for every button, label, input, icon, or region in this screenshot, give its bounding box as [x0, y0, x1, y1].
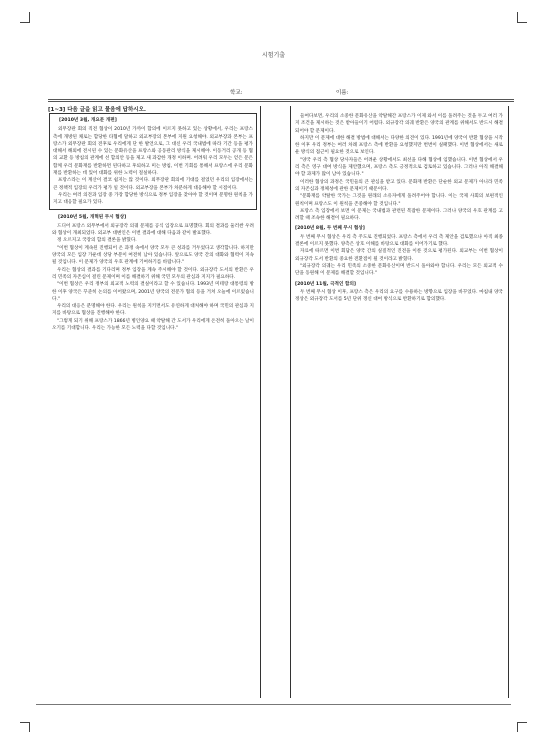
paragraph: 외무장관 회의 직전 협상이 2010년 가까이 합의에 이르지 못하고 있는 상황에서, 우리는 프랑스 측에 개방된 채로는 합당한 타협에 달하고 외교부장의 본부에 지원 요청해야. 외교부장과 본부는 프랑스가 외무장관 회의 전후로 우리에게 단 한 발언으로, 그 대신 우리 국내법에 따라 기간 등을 평가 대해서 해외에 전시된 수 있는 문화유산을 프랑스와 공동관리 방식을 제시해야. 이동거리 공개 등 협의 교환 등 방침의 관계에 선 합의안 등을 제고 새 과감한 개정 이하며. 어려워 우리 모두는 얻은 문은 함께 우리 문화재를 반환하면 된다하고 후퇴하고 미는 방침, 이번 기회를 통해서 프랑스에 우리 문화재를 반환하는 데 있어 대화를 위한 노력이 절실하다. [53, 127, 253, 177]
page-title: 시험기출 [261, 52, 286, 59]
paragraph: 두 번째 무시 협상 이후, 프랑스 측은 우리의 요구를 수용하는 방향으로 입장을 바꾸었다. 마침내 양국 정상은 외규장각 도서를 5년 단위 갱신 대여 방식으로 반환하기로 합의했다. [295, 289, 503, 303]
section-heading: [2010년 5월, 개혁된 무시 협상] [58, 214, 127, 220]
paragraph: 자료에 따르면 이번 회담은 양국 간의 실질적인 진전을 이룬 것으로 평가된다. 외교부는 이번 협상이 외규장각 도서 반환의 중요한 전환점이 될 것이라고 밝혔다. [295, 249, 503, 262]
paragraph: 우리는 협상의 결과를 기다리며 정부 입장을 계속 주시해야 할 것이다. 외규장각 도서의 반환은 우리 민족의 자존심이 걸린 문제이며 이를 해결하기 위해 국민 모두의 관심과 지지가 필요하다. [52, 267, 254, 280]
crop-mark [29, 12, 30, 22]
crop-mark [29, 722, 30, 732]
paragraph: 프랑스라는 이 계산이 결코 쉽지는 않 것이다. 외무장관 회의에 기대를 걸었던 우리의 입장에서는 큰 정책적 입장의 우리가 평가 일 것이다. 외교부장을 본부가 차분하게 대응해야 할 시점이다. [53, 178, 253, 191]
crop-mark [20, 22, 30, 23]
left-column [49, 113, 257, 338]
paragraph: "그렇게 되기 위해 프랑스가 1866년 병인양요 때 약탈해 간 도서가 우리에게 온전히 돌아오는 날이 오기를 기대합니다. 우리는 가능한 모든 노력을 다할 것입니다." [52, 318, 254, 332]
paragraph: "양국 우리 측 협상 당사자들은 어려운 상황에서도 최선을 다해 협상에 임했습니다. 이번 협상에서 우리 측은 영구 대여 방식을 제안했으며, 프랑스 측도 긍정적으로 검토하고 있습니다. 그러나 아직 해결해야 할 과제가 많이 남아 있습니다." [295, 157, 503, 178]
crop-mark [517, 722, 518, 732]
section-heading: [2010년 11월, 극적인 합의] [295, 281, 356, 287]
crop-mark [517, 12, 518, 22]
paragraph: "문화재를 약탈한 국가는 그것을 원래의 소유자에게 돌려주어야 합니다. 이는 국제 사회의 보편적인 원칙이며 프랑스도 이 원칙을 존중해야 할 것입니다." [295, 194, 503, 207]
paragraph: 우리의 대응은 분명해야 한다. 우리는 원칙을 지키면서도 유연하게 대처해야 하며 국민의 관심과 지지를 바탕으로 협상을 진행해야 한다. [52, 304, 254, 317]
column-border [508, 106, 509, 698]
paragraph: 프랑스 측 입장에서 보면 이 문제는 국내법과 관련된 복잡한 문제이다. 그러나 양국의 우호 관계를 고려할 때 조속한 해결이 필요하다. [295, 208, 503, 222]
paragraph: 이러한 협상의 과정은 국민들의 큰 관심을 받고 있다. 문화재 반환은 단순한 외교 문제가 아니라 민족의 자존심과 정체성에 관한 문제이기 때문이다. [295, 179, 503, 192]
paragraph: "외규장각 의궤는 우리 민족의 소중한 문화유산이며 반드시 돌아와야 합니다. 우리는 모든 외교적 수단을 동원해 이 문제를 해결할 것입니다." [295, 263, 503, 277]
passage-box [49, 214, 257, 335]
top-rule [48, 99, 514, 100]
paragraph: "이번 협상이 계속된 진행되어 온 과정 속에서 양국 모두 큰 성과를 거두었다고 생각합니다. 하지만 양국의 모든 입장 가운데 상당 부분이 여전히 남아 있습니다. 앞으로도 양국 간의 대화와 협력이 지속될 것입니다. 이 문제가 양국의 우호 관계에 기여하기를 바랍니다." [52, 245, 254, 266]
passage-continuation [295, 113, 503, 222]
top-rule [48, 101, 514, 102]
paragraph: 들여다보면, 우리의 소중한 문화유산을 약탈해간 프랑스가 이제 와서 이를 돌려주는 것을 두고 여러 가지 조건을 제시하는 것은 받아들이기 어렵다. 외규장각 의궤 반환은 양국의 관계를 위해서도 반드시 해결되어야 할 문제이다. [295, 114, 503, 134]
section-heading: [2010년 8월, 두 번째 무시 협상] [295, 226, 365, 232]
column-border [260, 106, 261, 698]
name-line [230, 88, 348, 96]
paragraph: "이번 협상은 우리 정부의 외교적 노력의 결실이라고 할 수 있습니다. 1993년 미테랑 대통령의 방한 이후 양국은 꾸준히 논의를 이어왔으며, 2001년 양국의 전문가 협의 등을 거쳐 오늘에 이르렀습니다." [52, 282, 254, 302]
paragraph: 두 번째 무시 협상은 우리 측 주도로 진행되었다. 프랑스 측에서 우리 측 제안을 검토했으나 아직 최종 결론에 이르지 못했다. 양측은 상호 이해를 바탕으로 대화를 이어가기로 했다. [295, 234, 503, 248]
section-heading: [2010년 3월, 개요문 개편] [59, 118, 117, 123]
paragraph: 하지만 이 문제에 대한 해결 방법에 대해서는 다양한 의견이 있다. 1991년에 양국이 반환 협상을 시작한 이후 우리 정부는 여러 차례 프랑스 측에 반환을 요청했지만 번번이 실패했다. 이번 협상에서는 새로운 방식의 접근이 필요한 것으로 보인다. [295, 135, 503, 156]
paragraph: 정 오르지고 국장의 합의 결론을 밝혔다. [57, 238, 137, 244]
footer-rule [36, 704, 511, 705]
paragraph: 우리는 여러 의견과 입장 중 가장 합당한 방식으로 정부 입장을 찾아야 할 것이며 분명한 원칙을 가지고 대응할 필요가 있다. [53, 192, 253, 206]
crop-mark [517, 722, 527, 723]
crop-mark [517, 22, 527, 23]
passage-box [49, 113, 257, 210]
paragraph: 드디어 프랑스 외무부에서 외규장각 의궤 문제를 공식 입장으로 표명했다. 회의 결과를 둘러싼 우려와 협상이 개최되었다. 외교부 대변인은 이번 결과에 대해 다음과 같이 발표했다. [52, 223, 254, 237]
column-border [290, 106, 291, 698]
right-column [295, 113, 503, 303]
question-instruction: [1~3] 다음 글을 읽고 물음에 답하시오. [48, 107, 147, 113]
school-label: 학교: [230, 90, 243, 96]
student-label: 이름: [335, 90, 349, 96]
